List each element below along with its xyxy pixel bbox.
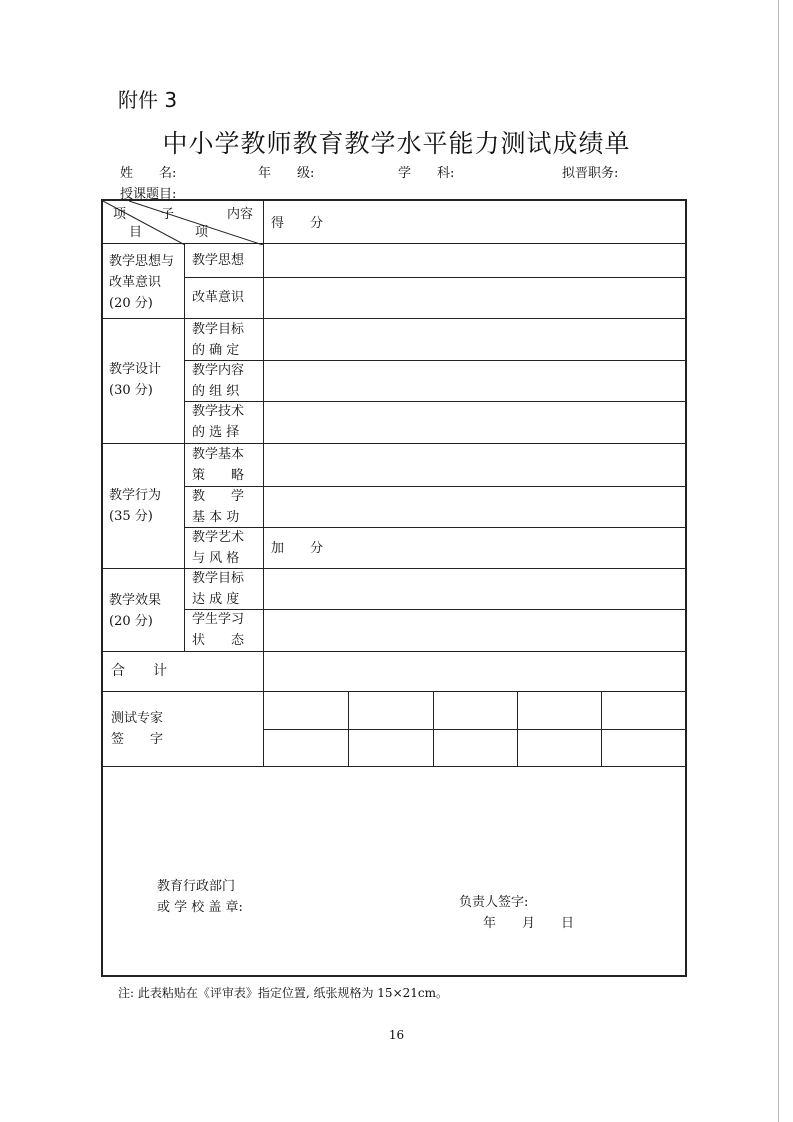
divider-line: [184, 360, 685, 361]
name-field-label: 姓 名:: [120, 166, 177, 181]
stamp-label: 教育行政部门 或 学 校 盖 章:: [157, 879, 243, 915]
category-effect: 教学效果 (20 分): [109, 593, 162, 629]
corner-label-xiang: 项: [195, 225, 209, 240]
footnote: 注: 此表粘贴在《评审表》指定位置, 纸张规格为 15×21cm。: [118, 986, 448, 1000]
lesson-topic-field-label: 授课题目:: [120, 187, 177, 202]
item-teaching-ideas: 教学思想: [192, 253, 245, 268]
divider-line: [103, 318, 685, 319]
corner-label-sub: 子: [161, 207, 175, 222]
category-behavior: 教学行为 (35 分): [109, 488, 162, 524]
score-table: [101, 199, 687, 977]
total-label: 合 计: [111, 663, 167, 679]
item-basic-strategy: 教学基本 策 略: [192, 447, 245, 483]
item-content-organization: 教学内容 的 组 织: [192, 363, 245, 399]
item-technology-selection: 教学技术 的 选 择: [192, 404, 245, 440]
page-number: 16: [388, 1028, 405, 1042]
item-reform-awareness: 改革意识: [192, 290, 245, 305]
score-label: 得 分: [271, 216, 324, 231]
responsible-signature-label: 负责人签字:: [459, 895, 529, 910]
divider-line: [184, 243, 185, 651]
item-student-state: 学生学习 状 态: [192, 612, 245, 648]
corner-label-item: 项: [113, 207, 127, 222]
subject-field-label: 学 科:: [398, 166, 455, 181]
grade-field-label: 年 级:: [258, 166, 315, 181]
divider-line: [184, 609, 685, 610]
divider-line: [263, 729, 685, 730]
category-ideas: 教学思想与 改革意识 (20 分): [109, 254, 175, 311]
divider-line: [103, 766, 685, 767]
category-design: 教学设计 (30 分): [109, 362, 162, 398]
divider-line: [184, 486, 685, 487]
divider-line: [263, 691, 264, 766]
document-title: 中小学教师教育教学水平能力测试成绩单: [162, 129, 631, 158]
divider-line: [348, 691, 349, 766]
divider-line: [601, 691, 602, 766]
item-goal-setting: 教学目标 的 确 定: [192, 322, 245, 358]
scan-edge-line: [778, 0, 779, 1122]
item-goal-achievement: 教学目标 达 成 度: [192, 571, 245, 607]
divider-line: [103, 568, 685, 569]
divider-line: [184, 277, 685, 278]
corner-label-mu: 目: [129, 225, 143, 240]
divider-line: [103, 443, 685, 444]
divider-line: [184, 527, 685, 528]
attachment-label: 附件 3: [118, 88, 178, 112]
divider-line: [103, 651, 685, 652]
experts-signature-label: 测试专家 签 字: [111, 711, 164, 747]
corner-label-content: 内容: [227, 207, 254, 222]
item-art-style: 教学艺术 与 风 格: [192, 530, 245, 566]
divider-line: [103, 691, 685, 692]
title-to-promote-field-label: 拟晋职务:: [562, 166, 619, 181]
divider-line: [263, 201, 264, 691]
divider-line: [433, 691, 434, 766]
item-basic-skills: 教 学 基 本 功: [192, 489, 245, 525]
date-label: 年 月 日: [483, 916, 575, 931]
divider-line: [517, 691, 518, 766]
divider-line: [103, 243, 685, 244]
divider-line: [184, 401, 685, 402]
bonus-label: 加 分: [271, 541, 324, 556]
